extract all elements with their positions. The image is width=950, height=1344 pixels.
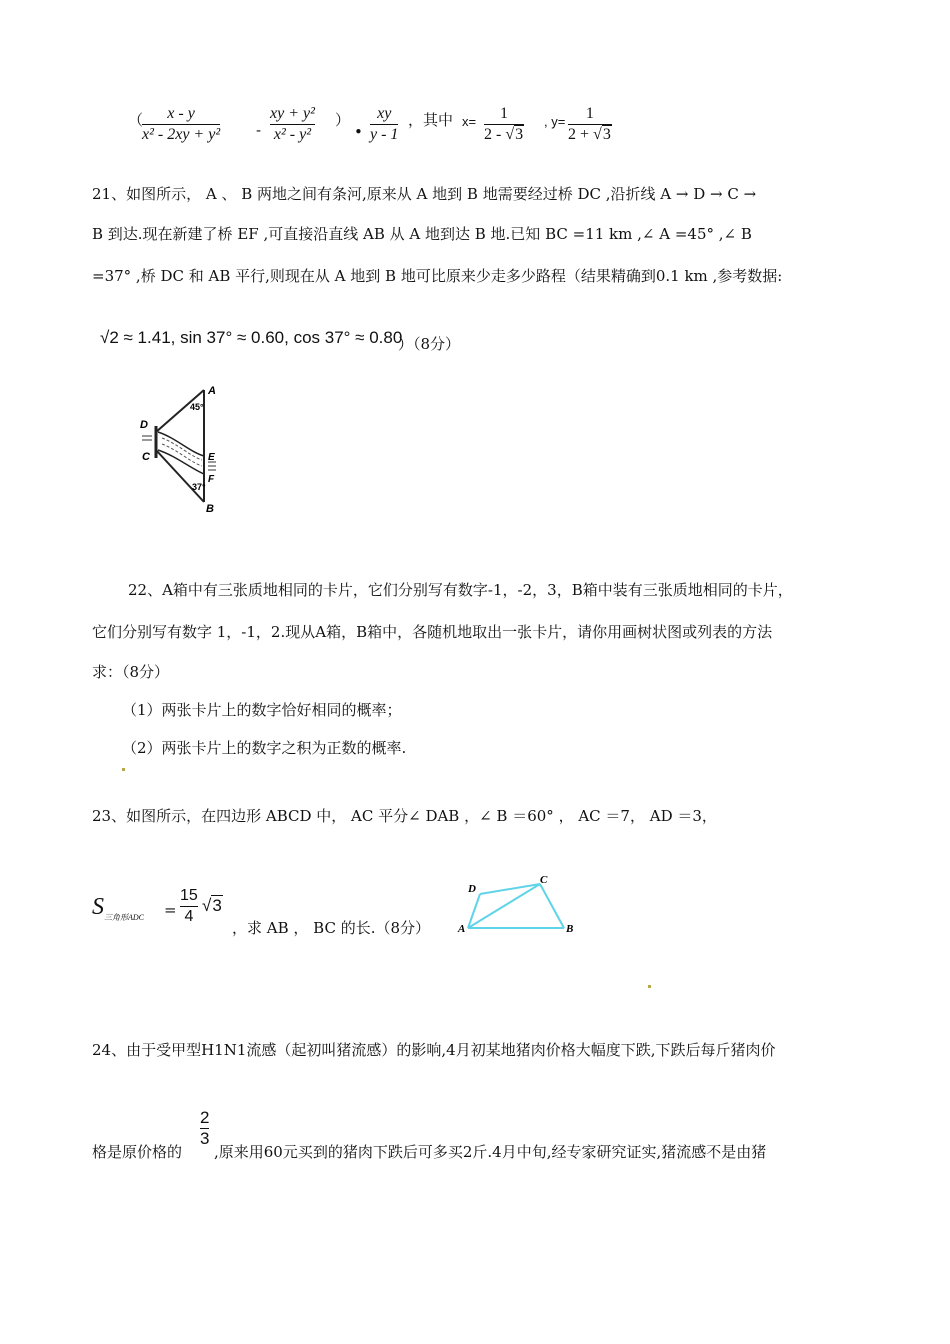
scan-speck — [122, 768, 125, 771]
problem24-line2-start: 格是原价格的 — [92, 1143, 183, 1161]
problem24-line1: 24、由于受甲型H1N1流感（起初叫猪流感）的影响,4月初某地猪肉价格大幅度下跌,下跌后每斤猪肉价 — [92, 1041, 776, 1059]
quadrilateral-figure — [456, 872, 586, 938]
label-b: B — [566, 923, 574, 935]
open-paren: （ — [128, 111, 144, 129]
problem21-line3: =37° ,桥 DC 和 AB 平行,则现在从 A 地到 B 地可比原来少走多少路程（结果精确到0.1 km ,参考数据: — [92, 267, 783, 285]
problem22-question1: （1）两张卡片上的数字恰好相同的概率； — [122, 701, 402, 719]
minus-sign: - — [256, 121, 262, 139]
fraction-2: xy + y² x² - y² — [270, 105, 315, 143]
area-symbol: S — [92, 894, 104, 920]
fraction-3: xy y - 1 — [370, 105, 399, 143]
equals-sign: = — [164, 901, 177, 919]
scan-speck — [648, 985, 651, 988]
problem22-line2: 它们分别写有数字 1，-1，2.现从A箱，B箱中，各随机地取出一张卡片，请你用画树状图或列表的方法 — [92, 623, 773, 641]
problem21-line1: 21、如图所示， A 、 B 两地之间有条河,原来从 A 地到 B 地需要经过桥 DC ,沿折线 A → D → C → — [92, 185, 757, 203]
label-f: F — [208, 474, 215, 485]
area-fraction: 15 4 — [180, 887, 198, 925]
label-b: B — [206, 503, 214, 515]
label-c: C — [540, 874, 548, 886]
y-label: , y= — [544, 114, 566, 129]
area-radicand: 3 — [212, 896, 222, 915]
river-bridge-figure — [132, 378, 232, 518]
label-e: E — [208, 452, 215, 463]
where-label: ，其中 — [408, 111, 454, 129]
angle-37: 37° — [192, 482, 206, 492]
times-dot: • — [354, 123, 363, 141]
close-paren: ） — [335, 111, 351, 129]
label-d: D — [140, 419, 148, 431]
fraction-1: x - y x² - 2xy + y² — [142, 105, 221, 143]
problem24-fraction: 2 3 — [200, 1108, 210, 1148]
problem24-line2-end: ,原来用60元买到的猪肉下跌后可多买2斤.4月中旬,经专家研究证实,猪流感不是由猪 — [214, 1143, 767, 1161]
problem21-ref-close: ）（8分） — [398, 335, 461, 353]
x-label: x= — [462, 114, 477, 129]
y-value-fraction: 1 2 + √3 — [568, 105, 611, 143]
label-c: C — [142, 451, 150, 463]
area-subscript: 三角形ADC — [104, 913, 144, 922]
problem21-reference-data: √2 ≈ 1.41, sin 37° ≈ 0.60, cos 37° ≈ 0.80 — [100, 328, 403, 347]
x-value-fraction: 1 2 - √3 — [484, 105, 524, 143]
label-d: D — [468, 883, 476, 895]
problem21-line2: B 到达.现在新建了桥 EF ,可直接沿直线 AB 从 A 地到达 B 地.已知 BC =11 km ,∠ A =45° ,∠ B — [92, 225, 752, 243]
problem23-tail: ，求 AB ， BC 的长.（8分） — [232, 919, 431, 937]
label-a: A — [458, 923, 466, 935]
problem22-line1: 22、A箱中有三张质地相同的卡片，它们分别写有数字-1，-2，3，B箱中装有三张质地相同的卡片， — [128, 581, 793, 599]
angle-45: 45° — [190, 402, 204, 412]
problem22-line3: 求：（8分） — [92, 663, 170, 681]
problem23-line1: 23、如图所示，在四边形 ABCD 中， AC 平分∠ DAB ，∠ B ＝60° ， AC ＝7， AD ＝3， — [92, 807, 717, 825]
label-a: A — [208, 385, 216, 397]
problem22-question2: （2）两张卡片上的数字之积为正数的概率. — [122, 739, 407, 757]
